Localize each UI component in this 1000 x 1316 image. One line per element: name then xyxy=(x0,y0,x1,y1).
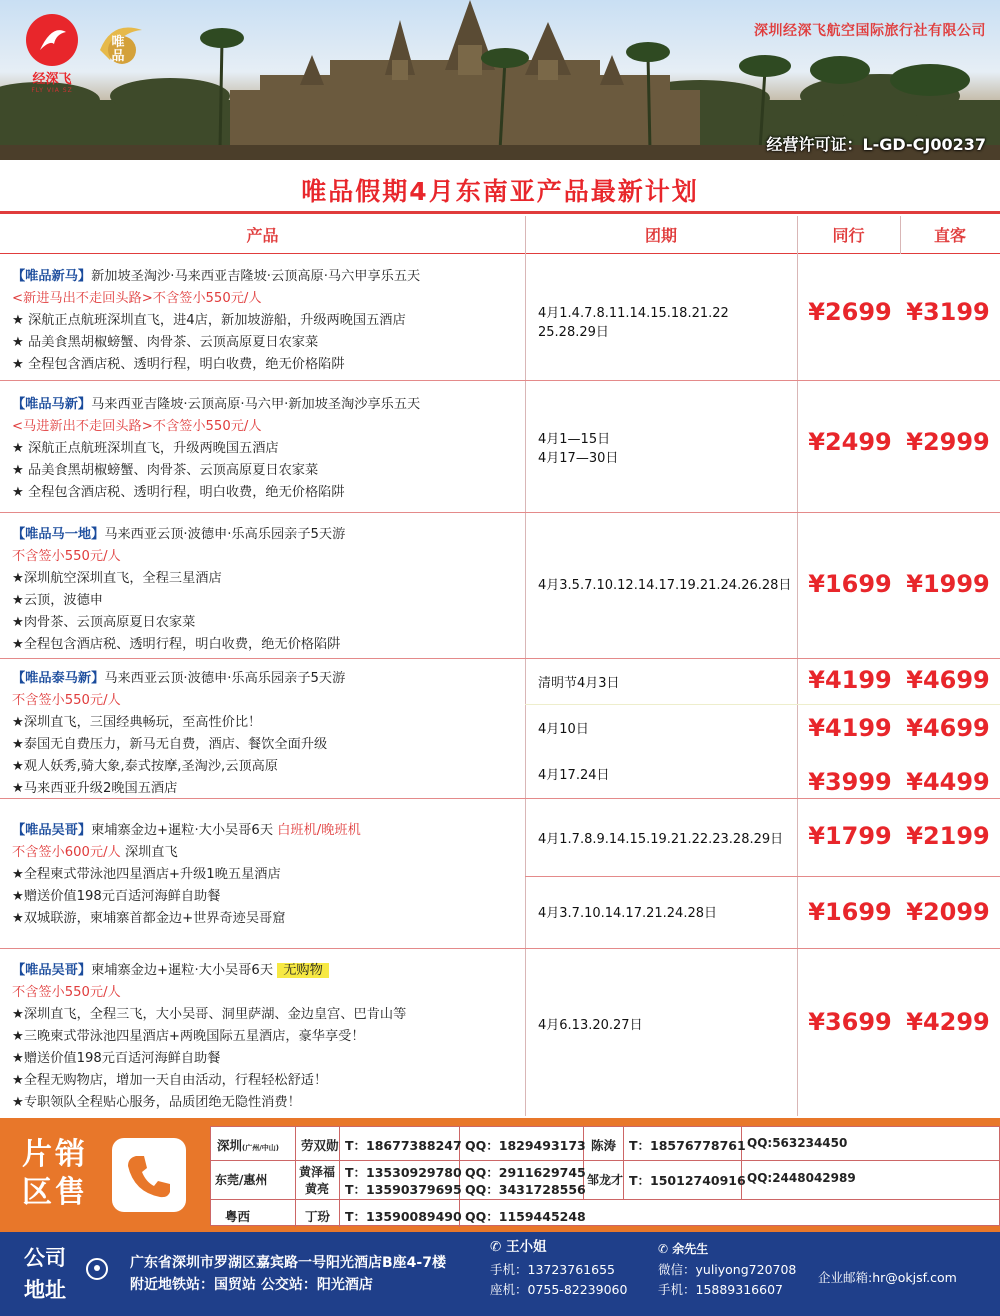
product-name: 新加坡圣淘沙·马来西亚吉隆坡·云顶高原·马六甲享乐五天 xyxy=(91,269,421,284)
product-name: 马来西亚吉隆坡·云顶高原·马六甲·新加坡圣淘沙享乐五天 xyxy=(91,397,421,412)
product-sub2: 深圳直飞 xyxy=(124,845,178,860)
product-sub: 不含签小550元/人 xyxy=(12,985,121,1000)
contact-table xyxy=(210,1126,1000,1226)
product-sub: <马进新出不走回头路>不含签小550元/人 xyxy=(12,419,262,434)
product-bullet: ★专职领队全程贴心服务，品质团绝无隐性消费！ xyxy=(12,1095,301,1110)
divider xyxy=(0,380,1000,381)
product-sub: 不含签小550元/人 xyxy=(12,549,121,564)
col-header-direct: 直客 xyxy=(900,216,1000,254)
col-header-peer: 同行 xyxy=(797,216,900,254)
region: 东莞/惠州 xyxy=(215,1173,268,1187)
product-bullet: ★马来西亚升级2晚国五酒店 xyxy=(12,781,178,796)
address-line: 广东省深圳市罗湖区嘉宾路一号阳光酒店B座4-7楼 xyxy=(130,1255,446,1271)
logo-cn-text: 经深飞 xyxy=(32,72,72,87)
product-bullet: ★ 深航正点航班深圳直飞，进4店，新加坡游船，升级两晚国五酒店 xyxy=(12,313,406,328)
product-bullet: ★深圳航空深圳直飞，全程三星酒店 xyxy=(12,571,222,586)
date-line: 4月1—15日 xyxy=(538,432,611,447)
product-bullet: ★三晚柬式带泳池四星酒店+两晚国际五星酒店，豪华享受！ xyxy=(12,1029,365,1044)
product-bullet: ★ 全程包含酒店税、透明行程，明白收费，绝无价格陷阱 xyxy=(12,485,345,500)
product-bullet: ★ 品美食黑胡椒螃蟹、肉骨茶、云顶高原夏日农家菜 xyxy=(12,463,319,478)
product-tag: 【唯品吴哥】 xyxy=(12,823,92,838)
weipin-logo-text: 唯品 xyxy=(111,35,125,64)
product-bullet: ★深圳直飞，三国经典畅玩，至高性价比！ xyxy=(12,715,262,730)
page-title: 唯品假期4月东南亚产品最新计划 xyxy=(301,177,699,206)
person-mobile: 手机：13723761655 xyxy=(490,1262,615,1277)
product-tag: 【唯品吴哥】 xyxy=(12,963,92,978)
product-bullet: ★全程包含酒店税、透明行程，明白收费，绝无价格陷阱 xyxy=(12,637,341,652)
product-dates: 4月1.7.8.9.14.15.19.21.22.23.28.29日 xyxy=(538,832,784,847)
company-address xyxy=(130,1252,446,1296)
contact-qq: QQ：3431728556 xyxy=(465,1182,586,1197)
product-name: 柬埔寨金边+暹粒·大小吴哥6天 xyxy=(91,823,278,838)
label-line: 区售 xyxy=(22,1175,88,1210)
person-landline: 座机：0755-82239060 xyxy=(490,1282,628,1297)
divider xyxy=(525,216,526,1116)
no-shopping-badge: 无购物 xyxy=(277,963,329,978)
divider xyxy=(339,1127,340,1227)
divider xyxy=(0,512,1000,513)
label-line: 片销 xyxy=(22,1137,88,1172)
col-header-dates: 团期 xyxy=(525,216,797,254)
phone-icon xyxy=(112,1138,186,1212)
contact-phone: T：15012740916 xyxy=(629,1173,746,1188)
product-dates: 4月6.13.20.27日 xyxy=(538,1018,643,1033)
product-dates: 4月1.4.7.8.11.14.15.18.21.22 25.28.29日 xyxy=(538,306,729,340)
product-tag: 【唯品泰马新】 xyxy=(12,671,105,686)
address-label xyxy=(24,1242,66,1306)
contact-qq: QQ:2448042989 xyxy=(747,1171,856,1185)
direct-price: ¥4699 xyxy=(906,714,990,742)
divider xyxy=(0,658,1000,659)
person-name: 余先生 xyxy=(672,1242,709,1256)
product-tag: 【唯品马一地】 xyxy=(12,527,105,542)
col-header-product: 产品 xyxy=(0,216,525,254)
peer-price: ¥3999 xyxy=(808,768,892,796)
person-wechat: 微信：yuliyong720708 xyxy=(658,1262,797,1277)
direct-price: ¥2199 xyxy=(906,822,990,850)
transit-line: 附近地铁站：国贸站 公交站：阳光酒店 xyxy=(130,1277,373,1293)
peer-price: ¥4199 xyxy=(808,714,892,742)
divider xyxy=(525,876,1000,877)
direct-price: ¥4299 xyxy=(906,1008,990,1036)
person-name: 王小姐 xyxy=(506,1239,547,1255)
product-dates: 4月17.24日 xyxy=(538,768,610,783)
direct-price: ¥2099 xyxy=(906,898,990,926)
product-bullet: ★全程无购物店，增加一天自由活动，行程轻松舒适！ xyxy=(12,1073,328,1088)
product-bullet: ★深圳直飞，全程三飞，大小吴哥、洞里萨湖、金边皇宫、巴肯山等 xyxy=(12,1007,407,1022)
contact-qq: QQ：2911629745 xyxy=(465,1165,586,1180)
contact-name: 丁玢 xyxy=(305,1209,331,1224)
product-bullet: ★泰国无自费压力，新马无自费，酒店、餐饮全面升级 xyxy=(12,737,328,752)
person-mobile: 手机：15889316607 xyxy=(658,1282,783,1297)
direct-price: ¥1999 xyxy=(906,570,990,598)
product-dates: 4月10日 xyxy=(538,722,589,737)
label-line: 地址 xyxy=(24,1278,66,1302)
product-row-5 xyxy=(0,814,525,930)
contact-qq: QQ：1829493173 xyxy=(465,1138,586,1153)
product-name: 马来西亚云顶·波德申·乐高乐园亲子5天游 xyxy=(104,671,346,686)
divider xyxy=(525,704,1000,705)
contact-qq: QQ：1159445248 xyxy=(465,1209,586,1224)
divider xyxy=(295,1127,296,1227)
product-bullet: ★双城联游，柬埔寨首都金边+世界奇迹吴哥窟 xyxy=(12,911,286,926)
product-sub: 不含签小600元/人 xyxy=(12,845,125,860)
product-row-4 xyxy=(0,662,525,800)
sales-contact-bar xyxy=(0,1118,1000,1232)
peer-price: ¥3699 xyxy=(808,1008,892,1036)
flight-type: 白班机/晚班机 xyxy=(277,823,361,838)
company-name: 深圳经深飞航空国际旅行社有限公司 xyxy=(754,23,986,39)
date-line: 4月17—30日 xyxy=(538,451,619,466)
product-dates: 4月3.7.10.14.17.21.24.28日 xyxy=(538,906,717,921)
divider xyxy=(623,1127,624,1199)
direct-price: ¥4699 xyxy=(906,666,990,694)
jsf-logo xyxy=(20,14,84,94)
product-bullet: ★ 深航正点航班深圳直飞，升级两晚国五酒店 xyxy=(12,441,279,456)
product-bullet: ★赠送价值198元百适河海鲜自助餐 xyxy=(12,889,221,904)
contact-phone: T：18576778761 xyxy=(629,1138,746,1153)
footer xyxy=(0,1232,1000,1316)
product-row-6 xyxy=(0,954,525,1114)
product-name: 柬埔寨金边+暹粒·大小吴哥6天 xyxy=(91,963,278,978)
region-name: 深圳 xyxy=(217,1138,243,1153)
product-bullet: ★全程柬式带泳池四星酒店+升级1晚五星酒店 xyxy=(12,867,281,882)
license-number: 经营许可证：L-GD-CJ00237 xyxy=(766,135,986,154)
divider xyxy=(211,1160,1000,1161)
contact-person xyxy=(658,1240,708,1259)
title-bar xyxy=(0,162,1000,214)
crane-logo-icon xyxy=(26,14,78,66)
contact-name: 劳双勋 xyxy=(301,1138,339,1153)
contact-phone: T：13530929780 xyxy=(345,1165,462,1180)
product-bullet: ★赠送价值198元百适河海鲜自助餐 xyxy=(12,1051,221,1066)
product-dates: 清明节4月3日 xyxy=(538,676,620,691)
product-bullet: ★ 品美食黑胡椒螃蟹、肉骨茶、云顶高原夏日农家菜 xyxy=(12,335,319,350)
contact-name: 邹龙才 xyxy=(587,1173,624,1187)
peer-price: ¥2499 xyxy=(808,428,892,456)
direct-price: ¥4499 xyxy=(906,768,990,796)
product-row-2 xyxy=(0,388,525,504)
contact-name: 黄泽福 xyxy=(299,1165,336,1179)
sales-region-label xyxy=(22,1136,88,1212)
divider xyxy=(900,216,901,254)
contact-phone: T：13590379695 xyxy=(345,1182,462,1197)
weipin-logo xyxy=(92,20,150,74)
contact-phone: T：13590089490 xyxy=(345,1209,462,1224)
product-dates: 4月3.5.7.10.12.14.17.19.21.24.26.28日 xyxy=(538,578,792,593)
peer-price: ¥1699 xyxy=(808,898,892,926)
location-pin-icon xyxy=(86,1258,108,1280)
phone-icon: ✆ xyxy=(658,1242,673,1256)
peer-price: ¥1799 xyxy=(808,822,892,850)
product-tag: 【唯品新马】 xyxy=(12,269,92,284)
peer-price: ¥1699 xyxy=(808,570,892,598)
direct-price: ¥3199 xyxy=(906,298,990,326)
region-note: (广州/中山) xyxy=(242,1144,279,1152)
product-name: 马来西亚云顶·波德申·乐高乐园亲子5天游 xyxy=(104,527,346,542)
contact-phone: T：18677388247 xyxy=(345,1138,462,1153)
product-bullet: ★肉骨茶、云顶高原夏日农家菜 xyxy=(12,615,196,630)
product-bullet: ★观人妖秀,骑大象,泰式按摩,圣淘沙,云顶高原 xyxy=(12,759,278,774)
peer-price: ¥4199 xyxy=(808,666,892,694)
contact-name: 黄亮 xyxy=(305,1182,330,1196)
label-line: 公司 xyxy=(24,1246,66,1270)
peer-price: ¥2699 xyxy=(808,298,892,326)
company-email[interactable]: 企业邮箱:hr@okjsf.com xyxy=(818,1270,957,1285)
product-row-1 xyxy=(0,260,525,376)
product-bullet: ★ 全程包含酒店税、透明行程，明白收费，绝无价格陷阱 xyxy=(12,357,345,372)
header-banner xyxy=(0,0,1000,160)
product-dates xyxy=(538,430,798,468)
contact-name: 陈涛 xyxy=(591,1138,617,1153)
divider xyxy=(211,1199,1000,1200)
product-sub: <新进马出不走回头路>不含签小550元/人 xyxy=(12,291,262,306)
product-tag: 【唯品马新】 xyxy=(12,397,92,412)
product-row-3 xyxy=(0,518,525,656)
product-sub: 不含签小550元/人 xyxy=(12,693,121,708)
product-bullet: ★云顶，波德申 xyxy=(12,593,103,608)
divider xyxy=(0,948,1000,949)
logo-en-text: FLY VIA SZ xyxy=(31,87,73,94)
phone-icon: ✆ xyxy=(490,1239,507,1255)
direct-price: ¥2999 xyxy=(906,428,990,456)
region xyxy=(217,1136,279,1154)
contact-person xyxy=(490,1238,547,1257)
contact-qq: QQ:563234450 xyxy=(747,1136,848,1150)
divider xyxy=(797,216,798,1116)
region: 粤西 xyxy=(225,1209,251,1224)
